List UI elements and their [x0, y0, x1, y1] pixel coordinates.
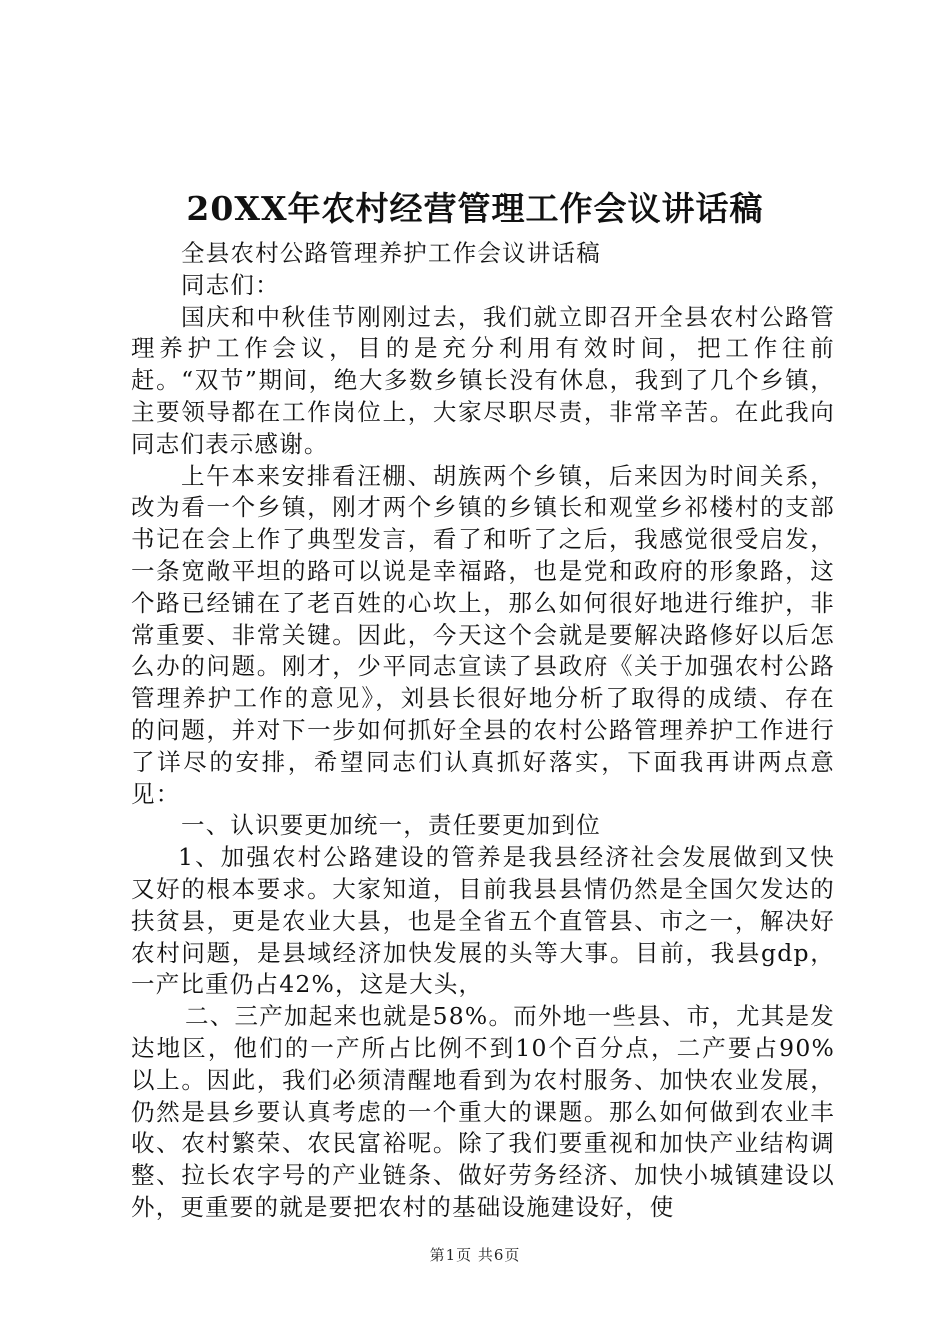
- section-heading: 一、认识要更加统一，责任要更加到位: [181, 811, 601, 840]
- body-paragraph: 上午本来安排看汪棚、胡族两个乡镇，后来因为时间关系，改为看一个乡镇，刚才两个乡镇的乡镇长和观堂乡祁楼村的支部书记在会上作了典型发言，看了和听了之后，我感觉很受启发，一条宽敞平坦的路可以说是幸福路，也是党和政府的形象路，这个路已经铺在了老百姓的心坎上，那么如何很好地进行维护，非常重要、非常关键。因此，今天这个会就是要解决路修好以后怎么办的问题。刚才，少平同志宣读了县政府《关于加强农村公路管理养护工作的意见》，刘县长很好地分析了取得的成绩、存在的问题，并对下一步如何抓好全县的农村公路管理养护工作进行了详尽的安排，希望同志们认真抓好落实，下面我再讲两点意见：: [131, 461, 835, 808]
- document-title: 20XX年农村经营管理工作会议讲话稿: [186, 189, 764, 228]
- salutation-paragraph: 同志们：: [181, 270, 280, 299]
- document-body: [131, 238, 835, 1224]
- page-footer: 第1页 共6页: [429, 1246, 521, 1264]
- subtitle-paragraph: 全县农村公路管理养护工作会议讲话稿: [181, 239, 601, 267]
- body-paragraph: 二、三产加起来也就是58%。而外地一些县、市，尤其是发达地区，他们的一产所占比例不到10个百分点，二产要占90%以上。因此，我们必须清醒地看到为农村服务、加快农业发展，仍然是县乡要认真考虑的一个重大的课题。那么如何做到农业丰收、农村繁荣、农民富裕呢。除了我们要重视和加快产业结构调整、拉长农字号的产业链条、做好劳务经济、加快小城镇建设以外，更重要的就是要把农村的基础设施建设好，使: [131, 1002, 835, 1221]
- body-paragraph: 1、加强农村公路建设的管养是我县经济社会发展做到又快又好的根本要求。大家知道，目前我县县情仍然是全国欠发达的扶贫县，更是农业大县，也是全省五个直管县、市之一，解决好农村问题，是县域经济加快发展的头等大事。目前，我县gdp，一产比重仍占42%，这是大头，: [131, 843, 835, 999]
- body-paragraph: 国庆和中秋佳节刚刚过去，我们就立即召开全县农村公路管理养护工作会议，目的是充分利用有效时间，把工作往前赶。“双节”期间，绝大多数乡镇长没有休息，我到了几个乡镇，主要领导都在工作岗位上，大家尽职尽责，非常辛苦。在此我向同志们表示感谢。: [131, 302, 835, 458]
